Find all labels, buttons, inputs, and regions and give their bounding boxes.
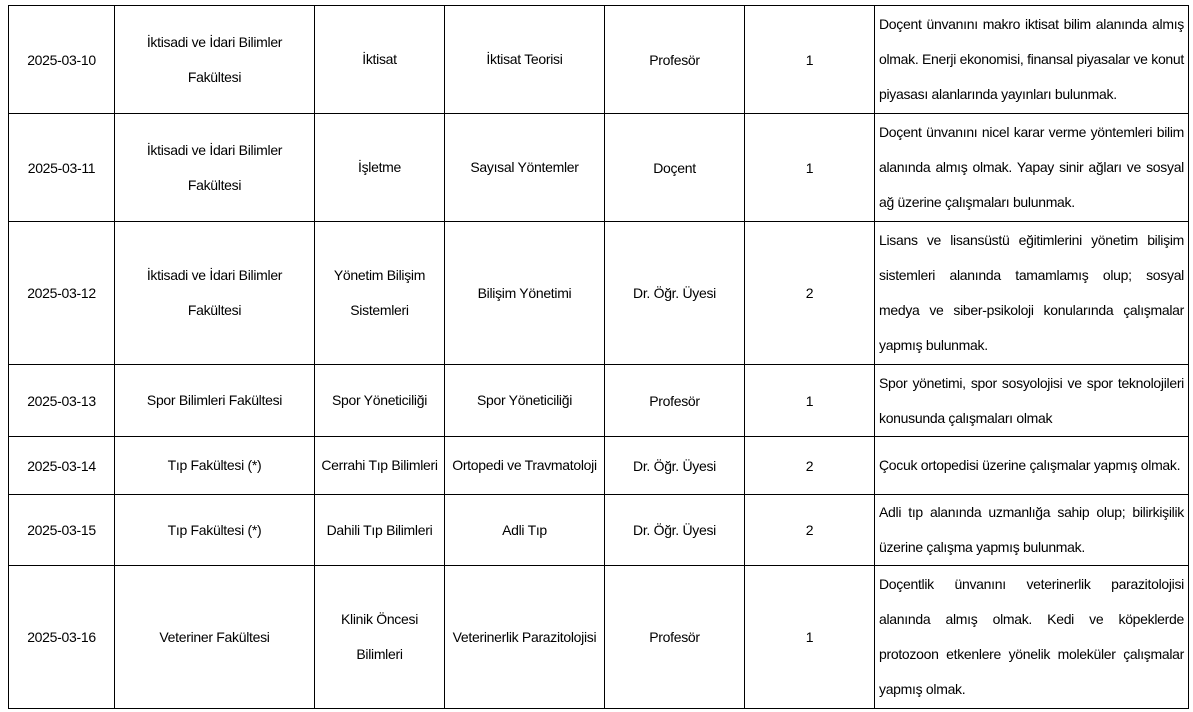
department-cell bbox=[315, 6, 445, 114]
department-cell bbox=[315, 437, 445, 495]
program-cell-line: İktisat Teorisi bbox=[486, 51, 563, 67]
date-cell: 2025-03-11 bbox=[9, 114, 115, 222]
program-cell bbox=[445, 566, 605, 709]
description-cell: Adli tıp alanında uzmanlığa sahip olup; bilirkişilik üzerine çalışma yapmış bulunmak. bbox=[875, 495, 1189, 566]
faculty-cell-line: İktisadi ve İdari Bilimler bbox=[146, 33, 283, 50]
description-cell: Spor yönetimi, spor sosyolojisi ve spor teknolojileri konusunda çalışmaları olmak bbox=[875, 365, 1189, 437]
program-cell-line: Veterinerlik Parazitolojisi bbox=[452, 628, 597, 645]
program-cell-line: Spor Yöneticiliği bbox=[476, 392, 573, 408]
description-cell: Lisans ve lisansüstü eğitimlerini yönetim bilişim sistemleri alanında tamamlamış olup; sosyal medya ve siber-psikoloji konularında çalışmalar yapmış bulunmak. bbox=[875, 222, 1189, 365]
table-row bbox=[9, 365, 1189, 437]
description-cell: Çocuk ortopedisi üzerine çalışmalar yapmış olmak. bbox=[875, 437, 1189, 495]
title-cell: Doçent bbox=[605, 114, 745, 222]
faculty-cell-line: Fakültesi bbox=[187, 176, 242, 193]
date-cell: 2025-03-13 bbox=[9, 365, 115, 437]
department-cell bbox=[315, 365, 445, 437]
title-cell: Profesör bbox=[605, 6, 745, 114]
program-cell-line: Adli Tıp bbox=[502, 521, 547, 538]
date-cell: 2025-03-14 bbox=[9, 437, 115, 495]
faculty-cell-line: Tıp Fakültesi (*) bbox=[167, 521, 262, 538]
title-cell: Dr. Öğr. Üyesi bbox=[605, 495, 745, 566]
description-cell: Doçent ünvanını makro iktisat bilim alanında almış olmak. Enerji ekonomisi, finansal piyasalar ve konut piyasası alanlarında yayınları bulunmak. bbox=[875, 6, 1189, 114]
count-cell: 1 bbox=[745, 6, 875, 114]
faculty-cell-line: Spor Bilimleri Fakültesi bbox=[146, 392, 283, 408]
title-cell: Profesör bbox=[605, 566, 745, 709]
table-row bbox=[9, 495, 1189, 566]
count-cell: 1 bbox=[745, 114, 875, 222]
program-cell bbox=[445, 365, 605, 437]
description-cell: Doçent ünvanını nicel karar verme yöntemleri bilim alanında almış olmak. Yapay sinir ağları ve sosyal ağ üzerine çalışmaları bulunmak. bbox=[875, 114, 1189, 222]
program-cell bbox=[445, 437, 605, 495]
program-cell-line: Sayısal Yöntemler bbox=[470, 159, 579, 175]
table-row bbox=[9, 114, 1189, 222]
faculty-cell bbox=[115, 114, 315, 222]
table-body bbox=[9, 6, 1189, 709]
faculty-cell-line: İktisadi ve İdari Bilimler bbox=[146, 141, 283, 158]
program-cell bbox=[445, 6, 605, 114]
title-cell: Dr. Öğr. Üyesi bbox=[605, 222, 745, 365]
program-cell bbox=[445, 114, 605, 222]
department-cell bbox=[315, 222, 445, 365]
date-cell: 2025-03-15 bbox=[9, 495, 115, 566]
date-cell: 2025-03-10 bbox=[9, 6, 115, 114]
count-cell: 2 bbox=[745, 222, 875, 365]
table-row bbox=[9, 566, 1189, 709]
department-cell bbox=[315, 495, 445, 566]
count-cell: 2 bbox=[745, 437, 875, 495]
title-cell: Profesör bbox=[605, 365, 745, 437]
faculty-cell-line: Fakültesi bbox=[187, 302, 242, 318]
faculty-cell bbox=[115, 566, 315, 709]
department-cell bbox=[315, 114, 445, 222]
program-cell-line: Bilişim Yönetimi bbox=[477, 284, 572, 301]
table-row bbox=[9, 6, 1189, 114]
department-cell-line: Sistemleri bbox=[350, 302, 409, 318]
department-cell-line: İktisat bbox=[362, 51, 397, 67]
department-cell-line: Klinik Öncesi bbox=[340, 611, 419, 627]
program-cell-line: Ortopedi ve Travmatoloji bbox=[452, 457, 597, 473]
count-cell: 1 bbox=[745, 365, 875, 437]
faculty-cell bbox=[115, 222, 315, 365]
faculty-cell-line: Tıp Fakültesi (*) bbox=[167, 457, 262, 473]
date-cell: 2025-03-16 bbox=[9, 566, 115, 709]
department-cell-line: Bilimleri bbox=[356, 646, 403, 662]
department-cell-line: Spor Yöneticiliği bbox=[331, 392, 428, 408]
faculty-cell bbox=[115, 495, 315, 566]
date-cell: 2025-03-12 bbox=[9, 222, 115, 365]
faculty-cell-line: Fakültesi bbox=[187, 68, 242, 85]
faculty-cell-line: İktisadi ve İdari Bilimler bbox=[146, 267, 283, 283]
title-cell: Dr. Öğr. Üyesi bbox=[605, 437, 745, 495]
program-cell bbox=[445, 222, 605, 365]
faculty-cell-line: Veteriner Fakültesi bbox=[159, 628, 270, 645]
table-row bbox=[9, 437, 1189, 495]
table-row bbox=[9, 222, 1189, 365]
department-cell-line: İşletme bbox=[357, 159, 402, 175]
department-cell bbox=[315, 566, 445, 709]
count-cell: 2 bbox=[745, 495, 875, 566]
department-cell-line: Dahili Tıp Bilimleri bbox=[326, 521, 433, 538]
department-cell-line: Yönetim Bilişim bbox=[333, 267, 426, 283]
department-cell-line: Cerrahi Tıp Bilimleri bbox=[321, 457, 438, 473]
faculty-cell bbox=[115, 6, 315, 114]
faculty-cell bbox=[115, 437, 315, 495]
faculty-cell bbox=[115, 365, 315, 437]
positions-table bbox=[8, 5, 1189, 709]
count-cell: 1 bbox=[745, 566, 875, 709]
description-cell: Doçentlik ünvanını veterinerlik parazitolojisi alanında almış olmak. Kedi ve köpeklerde protozoon etkenlere yönelik moleküler çalışmalar yapmış olmak. bbox=[875, 566, 1189, 709]
program-cell bbox=[445, 495, 605, 566]
